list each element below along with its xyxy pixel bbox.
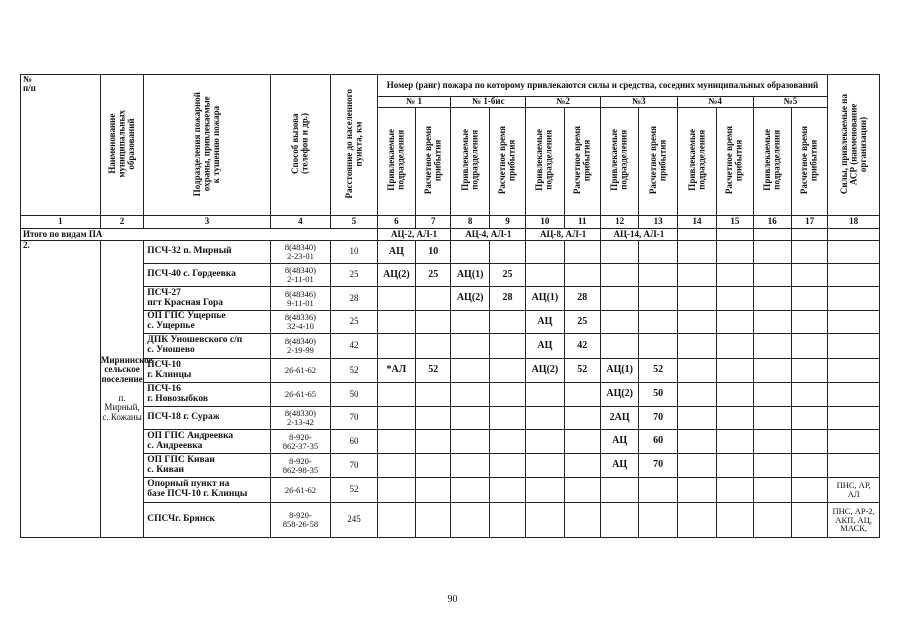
empty-cell (753, 287, 791, 311)
cell-c7 (416, 430, 451, 454)
table-row (21, 359, 880, 383)
cell-c11 (564, 478, 600, 503)
municipality-places: п. Мирный, с. Кожаны (102, 393, 142, 422)
table-row (21, 407, 880, 430)
header-municipality-text: Наименование муниципальных образований (106, 109, 136, 178)
header-sub-time-2 (489, 108, 525, 216)
totals-empty (677, 229, 716, 241)
distance-km: 70 (331, 454, 377, 478)
empty-cell (791, 311, 827, 334)
cell-c12 (600, 241, 638, 264)
cell-c12: АЦ (600, 430, 638, 454)
header-sub-time-3 (564, 108, 600, 216)
table-row (21, 241, 880, 264)
empty-cell (753, 454, 791, 478)
empty-cell (717, 430, 753, 454)
column-number: 6 (377, 216, 415, 229)
header-sub-units-text: Привлекаемые подразделения (459, 129, 480, 192)
cell-c11 (564, 241, 600, 264)
unit-name: ПСЧ-27 пгт Красная Гора (144, 287, 270, 311)
unit-name: ПСЧ-40 с. Гордеевка (144, 264, 270, 287)
totals-empty (753, 229, 791, 241)
cell-c8 (451, 503, 489, 538)
header-sub-units-5 (677, 108, 716, 216)
cell-c9: 25 (489, 264, 525, 287)
cell-c11 (564, 430, 600, 454)
cell-c10 (526, 264, 564, 287)
call-method: 26-61-65 (270, 383, 331, 407)
column-number: 9 (489, 216, 525, 229)
empty-cell (753, 311, 791, 334)
column-number: 10 (526, 216, 564, 229)
header-units-text: Подразделения пожарной охраны, привлекаемые к тушению пожара (191, 91, 221, 196)
unit-name: ПСЧ-18 г. Сураж (144, 407, 270, 430)
cell-c13: 60 (639, 430, 677, 454)
cell-c10: АЦ (526, 334, 564, 359)
asr-forces (828, 264, 880, 287)
cell-c9 (489, 383, 525, 407)
cell-c13 (639, 264, 677, 287)
empty-cell (791, 264, 827, 287)
empty-cell (791, 334, 827, 359)
empty-cell (677, 503, 716, 538)
distance-km: 50 (331, 383, 377, 407)
cell-c9 (489, 503, 525, 538)
cell-c12 (600, 264, 638, 287)
header-sub-time-text: Расчетное время прибытия (724, 126, 744, 195)
asr-forces (828, 311, 880, 334)
table-row (21, 311, 880, 334)
cell-c8 (451, 334, 489, 359)
cell-c9 (489, 407, 525, 430)
empty-cell (717, 241, 753, 264)
header-sub-units-text: Привлекаемые подразделения (761, 129, 782, 192)
totals-row (21, 229, 880, 241)
cell-c6: *АЛ (377, 359, 415, 383)
cell-c12 (600, 287, 638, 311)
distance-km: 25 (331, 311, 377, 334)
cell-c8 (451, 311, 489, 334)
totals-label: Итого по видам ПА (21, 229, 378, 241)
call-method: 8(48340) 2-19-99 (270, 334, 331, 359)
cell-c10 (526, 407, 564, 430)
cell-c7 (416, 407, 451, 430)
empty-cell (791, 359, 827, 383)
empty-cell (717, 407, 753, 430)
header-units (144, 75, 270, 216)
unit-name: ОП ГПС Ущерпье с. Ущерпье (144, 311, 270, 334)
call-method: 8(48340) 2-11-01 (270, 264, 331, 287)
header-sub-time-6 (791, 108, 827, 216)
cell-c13 (639, 241, 677, 264)
asr-forces: ПНС, АР, АЛ (828, 478, 880, 503)
cell-c9 (489, 334, 525, 359)
empty-cell (717, 383, 753, 407)
empty-cell (753, 503, 791, 538)
cell-c10 (526, 454, 564, 478)
call-method: 8(48340) 2-23-01 (270, 241, 331, 264)
cell-c12 (600, 478, 638, 503)
totals-rank-2: АЦ-8, АЛ-1 (526, 229, 601, 241)
column-number: 4 (270, 216, 331, 229)
empty-cell (677, 311, 716, 334)
empty-cell (791, 454, 827, 478)
distance-km: 60 (331, 430, 377, 454)
cell-c13 (639, 503, 677, 538)
empty-cell (717, 359, 753, 383)
call-method: 26-61-62 (270, 478, 331, 503)
empty-cell (717, 478, 753, 503)
header-sub-units-2 (451, 108, 489, 216)
cell-c9 (489, 454, 525, 478)
empty-cell (753, 383, 791, 407)
unit-name: СПСЧг. Брянск (144, 503, 270, 538)
cell-c7: 10 (416, 241, 451, 264)
column-number: 17 (791, 216, 827, 229)
asr-forces (828, 383, 880, 407)
distance-km: 70 (331, 407, 377, 430)
distance-km: 245 (331, 503, 377, 538)
unit-name: ПСЧ-32 п. Мирный (144, 241, 270, 264)
header-sub-units-4 (600, 108, 638, 216)
totals-rank-1: АЦ-2, АЛ-1 (377, 229, 451, 241)
table-row (21, 478, 880, 503)
header-rank-1: № 1 (377, 97, 451, 108)
cell-c7 (416, 454, 451, 478)
unit-name: ПСЧ-16 г. Новозыбков (144, 383, 270, 407)
header-call-method (270, 75, 331, 216)
column-number: 14 (677, 216, 716, 229)
empty-cell (677, 383, 716, 407)
header-asr (828, 75, 880, 216)
cell-c6 (377, 334, 415, 359)
asr-forces (828, 430, 880, 454)
header-rank-5: №5 (753, 97, 828, 108)
header-sub-units-3 (526, 108, 564, 216)
asr-forces (828, 287, 880, 311)
column-number: 3 (144, 216, 270, 229)
unit-name: ДПК Уношевского с/п с. Уношево (144, 334, 270, 359)
asr-forces (828, 359, 880, 383)
cell-c6 (377, 478, 415, 503)
table-row (21, 503, 880, 538)
empty-cell (753, 430, 791, 454)
table-row (21, 430, 880, 454)
empty-cell (677, 359, 716, 383)
totals-rank-1bis: АЦ-4, АЛ-1 (451, 229, 526, 241)
header-sub-time-text: Расчетное время прибытия (422, 126, 443, 195)
unit-name: ОП ГПС Киваи с. Киваи (144, 454, 270, 478)
column-number: 1 (21, 216, 101, 229)
header-distance (331, 75, 377, 216)
call-method: 8(48346) 9-11-01 (270, 287, 331, 311)
header-sub-time-text: Расчетное время прибытия (497, 126, 517, 195)
empty-cell (717, 503, 753, 538)
cell-c12 (600, 503, 638, 538)
cell-c6 (377, 311, 415, 334)
cell-c10 (526, 241, 564, 264)
distance-km: 10 (331, 241, 377, 264)
empty-cell (753, 359, 791, 383)
header-call-text: Способ вызова (телефон и др.) (289, 113, 310, 175)
cell-c6 (377, 430, 415, 454)
cell-c6: АЦ(2) (377, 264, 415, 287)
column-numbers-row (21, 216, 880, 229)
cell-c8 (451, 359, 489, 383)
cell-c11 (564, 503, 600, 538)
cell-c9: 28 (489, 287, 525, 311)
cell-c9 (489, 359, 525, 383)
empty-cell (791, 503, 827, 538)
cell-c11 (564, 407, 600, 430)
header-rank-3: №3 (600, 97, 677, 108)
table-row (21, 454, 880, 478)
unit-name: Опорный пункт на базе ПСЧ-10 г. Клинцы (144, 478, 270, 503)
call-method: 26-61-62 (270, 359, 331, 383)
cell-c13 (639, 478, 677, 503)
column-number: 11 (564, 216, 600, 229)
asr-forces (828, 407, 880, 430)
empty-cell (753, 241, 791, 264)
cell-c8 (451, 430, 489, 454)
header-sub-units-text: Привлекаемые подразделения (686, 129, 706, 192)
cell-c12: АЦ (600, 454, 638, 478)
cell-c7 (416, 311, 451, 334)
column-number: 2 (100, 216, 143, 229)
cell-c12 (600, 334, 638, 359)
asr-forces (828, 241, 880, 264)
cell-c7: 52 (416, 359, 451, 383)
cell-c8 (451, 454, 489, 478)
call-method: 8-920- 862-98-35 (270, 454, 331, 478)
column-number: 15 (717, 216, 753, 229)
distance-km: 42 (331, 334, 377, 359)
empty-cell (753, 334, 791, 359)
cell-c8 (451, 241, 489, 264)
cell-c10 (526, 478, 564, 503)
distance-km: 25 (331, 264, 377, 287)
cell-c10: АЦ(1) (526, 287, 564, 311)
empty-cell (753, 264, 791, 287)
empty-cell (717, 264, 753, 287)
cell-c7 (416, 478, 451, 503)
totals-empty (828, 229, 880, 241)
call-method: 8-920- 858-26-58 (270, 503, 331, 538)
cell-c13: 50 (639, 383, 677, 407)
cell-c7 (416, 334, 451, 359)
unit-name: ПСЧ-10 г. Клинцы (144, 359, 270, 383)
header-sub-units-1 (377, 108, 415, 216)
cell-c6: АЦ (377, 241, 415, 264)
empty-cell (677, 454, 716, 478)
empty-cell (717, 454, 753, 478)
header-sub-units-text: Привлекаемые подразделения (534, 129, 554, 192)
cell-c6 (377, 407, 415, 430)
empty-cell (677, 264, 716, 287)
column-number: 8 (451, 216, 489, 229)
cell-c10: АЦ (526, 311, 564, 334)
header-sub-time-4 (639, 108, 677, 216)
cell-c13: 70 (639, 454, 677, 478)
call-method: 8(48336) 32-4-10 (270, 311, 331, 334)
cell-c10 (526, 383, 564, 407)
empty-cell (677, 478, 716, 503)
asr-forces: ПНС, АР-2, АКП, АЦ, МАСК, (828, 503, 880, 538)
asr-forces (828, 334, 880, 359)
header-rank-4: №4 (677, 97, 753, 108)
header-sub-units-text: Привлекаемые подразделения (385, 129, 406, 192)
header-sub-time-text: Расчетное время прибытия (647, 126, 668, 195)
header-sub-units-text: Привлекаемые подразделения (609, 129, 629, 192)
empty-cell (677, 430, 716, 454)
table-row (21, 287, 880, 311)
column-number: 7 (416, 216, 451, 229)
cell-c12: АЦ(1) (600, 359, 638, 383)
empty-cell (717, 334, 753, 359)
column-number: 12 (600, 216, 638, 229)
totals-empty (791, 229, 827, 241)
distance-km: 52 (331, 359, 377, 383)
call-method: 8-920- 862-37-35 (270, 430, 331, 454)
empty-cell (677, 407, 716, 430)
cell-c6 (377, 383, 415, 407)
header-row-number: № п/п (21, 75, 101, 216)
header-asr-text: Силы, привлекаемые на АСР (наименование организации) (838, 93, 868, 194)
cell-c6 (377, 454, 415, 478)
row-number: 2. (21, 241, 101, 538)
cell-c13 (639, 334, 677, 359)
cell-c9 (489, 241, 525, 264)
cell-c7 (416, 383, 451, 407)
cell-c11 (564, 454, 600, 478)
cell-c13: 52 (639, 359, 677, 383)
header-sub-time-text: Расчетное время прибытия (571, 126, 592, 195)
empty-cell (753, 478, 791, 503)
cell-c11: 28 (564, 287, 600, 311)
totals-rank-3: АЦ-14, АЛ-1 (600, 229, 677, 241)
empty-cell (753, 407, 791, 430)
fire-resources-table (20, 74, 880, 538)
cell-c8: АЦ(2) (451, 287, 489, 311)
cell-c11: 52 (564, 359, 600, 383)
cell-c8 (451, 383, 489, 407)
empty-cell (677, 334, 716, 359)
header-sub-units-6 (753, 108, 791, 216)
header-municipality (100, 75, 143, 216)
cell-c9 (489, 311, 525, 334)
column-number: 13 (639, 216, 677, 229)
cell-c7: 25 (416, 264, 451, 287)
empty-cell (791, 383, 827, 407)
column-number: 5 (331, 216, 377, 229)
cell-c10 (526, 430, 564, 454)
asr-forces (828, 454, 880, 478)
header-sub-time-text: Расчетное время прибытия (799, 126, 819, 195)
municipality-cell (100, 241, 153, 538)
table-row (21, 264, 880, 287)
cell-c11: 42 (564, 334, 600, 359)
municipality-name: Мирнинское сельское поселение (100, 354, 153, 384)
cell-c11: 25 (564, 311, 600, 334)
cell-c7 (416, 503, 451, 538)
empty-cell (791, 430, 827, 454)
distance-km: 52 (331, 478, 377, 503)
cell-c9 (489, 430, 525, 454)
header-distance-text: Расстояние до населенного пункта, км (343, 89, 363, 199)
cell-c7 (416, 287, 451, 311)
cell-c12 (600, 311, 638, 334)
cell-c6 (377, 287, 415, 311)
cell-c8: АЦ(1) (451, 264, 489, 287)
header-sub-time-1 (416, 108, 451, 216)
empty-cell (677, 241, 716, 264)
empty-cell (791, 478, 827, 503)
cell-c11 (564, 383, 600, 407)
cell-c12: 2АЦ (600, 407, 638, 430)
totals-empty (717, 229, 753, 241)
header-sub-time-5 (717, 108, 753, 216)
empty-cell (791, 241, 827, 264)
empty-cell (717, 311, 753, 334)
distance-km: 28 (331, 287, 377, 311)
unit-name: ОП ГПС Андреевка с. Андреевка (144, 430, 270, 454)
cell-c8 (451, 478, 489, 503)
cell-c9 (489, 478, 525, 503)
column-number: 18 (828, 216, 880, 229)
call-method: 8(48330) 2-13-42 (270, 407, 331, 430)
cell-c10: АЦ(2) (526, 359, 564, 383)
cell-c13: 70 (639, 407, 677, 430)
cell-c8 (451, 407, 489, 430)
cell-c11 (564, 264, 600, 287)
cell-c10 (526, 503, 564, 538)
header-rank-2: №2 (526, 97, 601, 108)
table-row (21, 383, 880, 407)
cell-c13 (639, 287, 677, 311)
page-number: 90 (447, 594, 458, 605)
column-number: 16 (753, 216, 791, 229)
cell-c6 (377, 503, 415, 538)
empty-cell (791, 407, 827, 430)
empty-cell (677, 287, 716, 311)
table-row (21, 334, 880, 359)
cell-c12: АЦ(2) (600, 383, 638, 407)
cell-c13 (639, 311, 677, 334)
empty-cell (717, 287, 753, 311)
header-fire-rank: Номер (ранг) пожара по которому привлекаются силы и средства, соседних муниципальных образований (377, 75, 828, 97)
header-rank-1bis: № 1-бис (451, 97, 526, 108)
empty-cell (791, 287, 827, 311)
